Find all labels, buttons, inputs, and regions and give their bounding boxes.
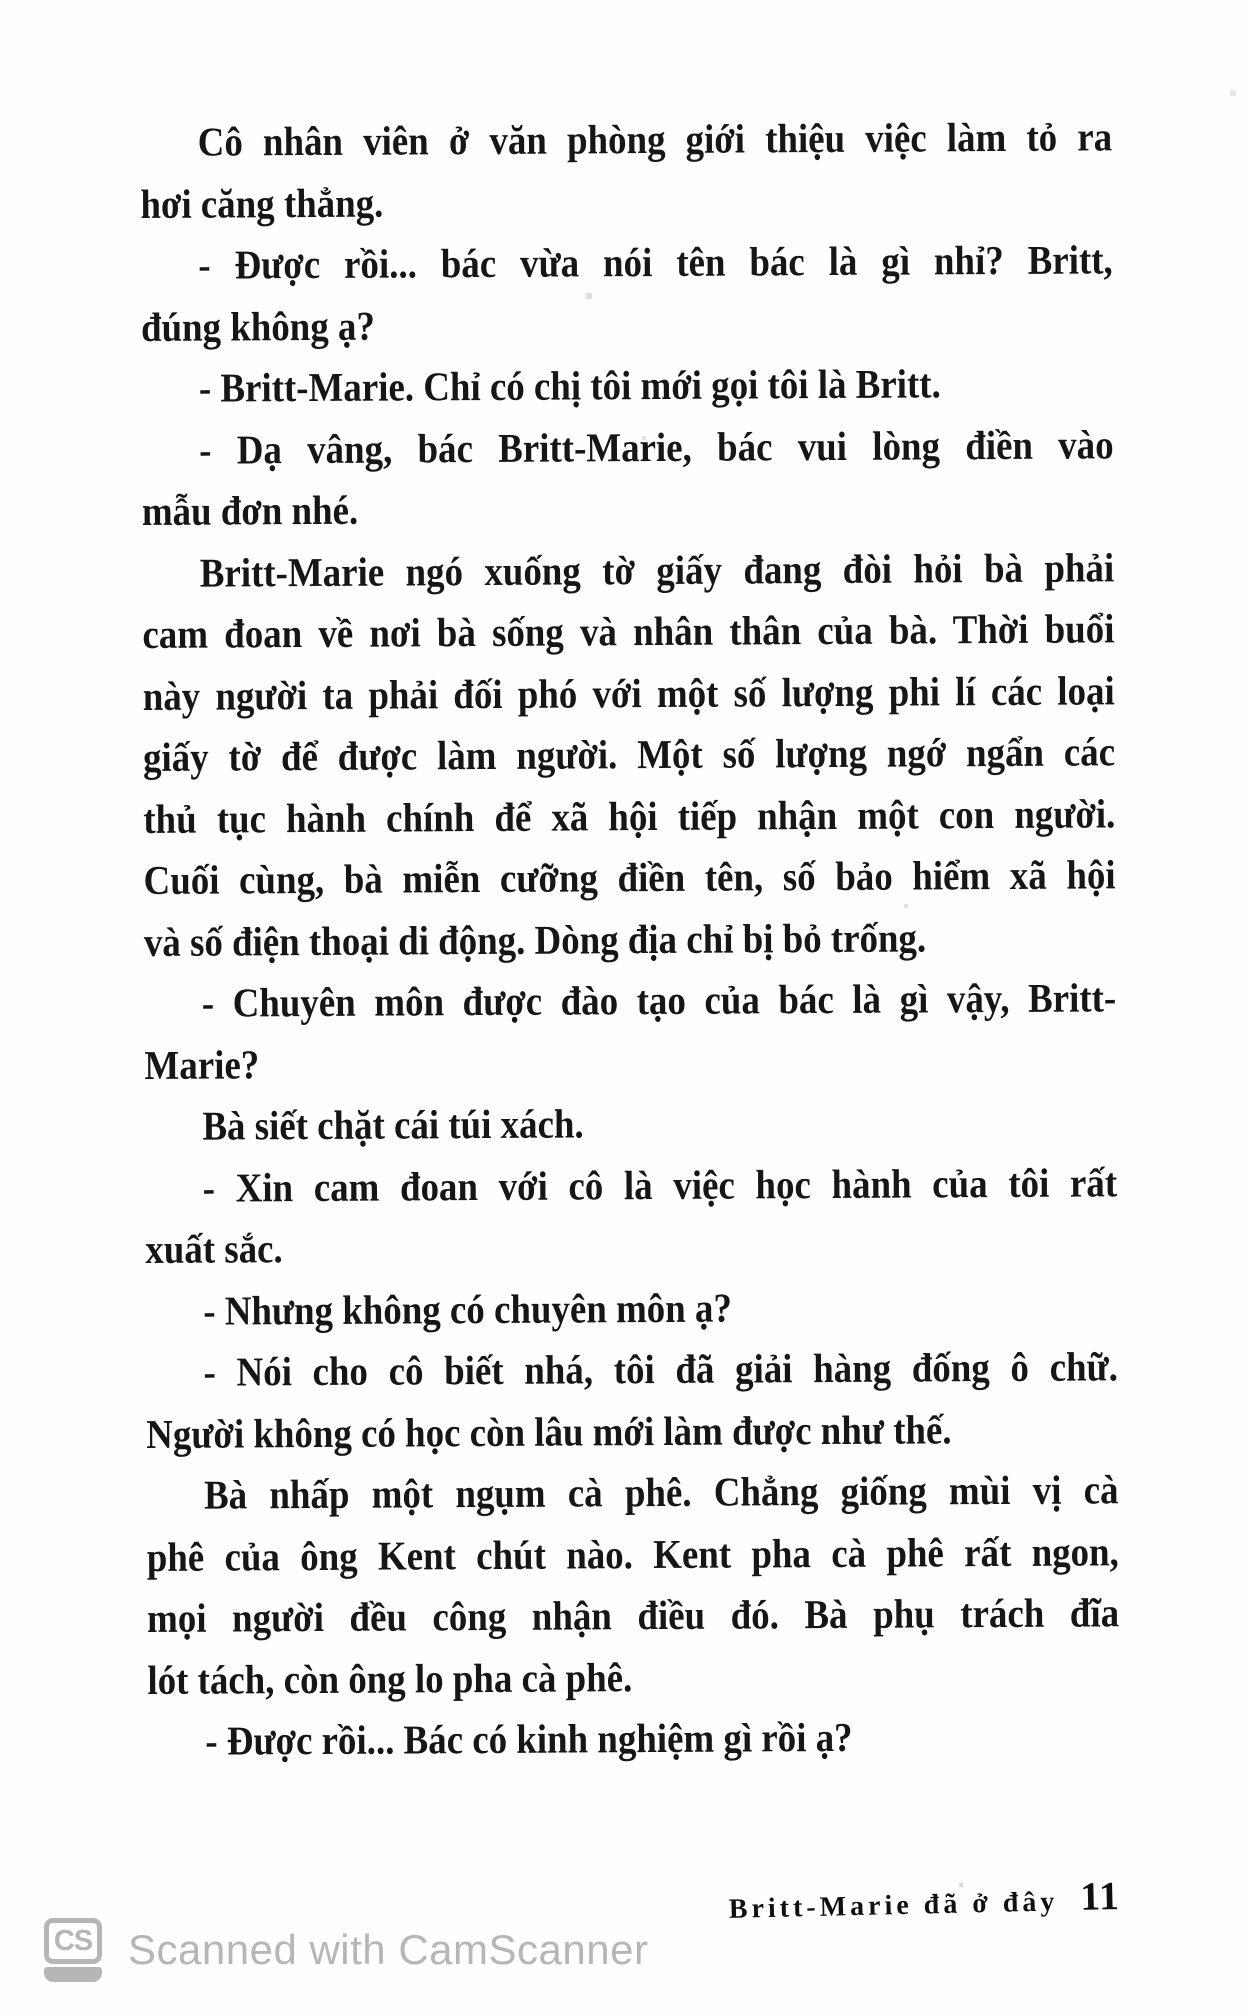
text-line: đúng không ạ? <box>140 302 375 350</box>
body-text <box>140 106 1120 1772</box>
text-line: - Nhưng không có chuyên môn ạ? <box>203 1284 732 1334</box>
text-line: cam đoan về nơi bà sống và nhân thân của bà. Thời buổi <box>142 605 1115 657</box>
text-line: Marie? <box>144 1040 260 1088</box>
text-line: - Xin cam đoan với cô là việc học hành của tôi rất <box>202 1158 1118 1211</box>
text-line: - Chuyên môn được đào tạo của bác là gì vậy, Britt- <box>201 974 1117 1026</box>
running-footer <box>660 1872 1121 1929</box>
text-line: Bà nhấp một ngụm cà phê. Chẳng giống mùi vị cà <box>204 1466 1119 1518</box>
text-line: Cuối cùng, bà miễn cưỡng điền tên, số bảo hiểm xã hội <box>143 851 1116 903</box>
text-line: Bà siết chặt cái túi xách. <box>202 1100 584 1149</box>
camscanner-icon-bar <box>44 1967 102 1982</box>
text-line: giấy tờ để được làm người. Một số lượng ngớ ngẩn các <box>142 728 1116 780</box>
text-line: này người ta phải đối phó với một số lượng phi lí các loại <box>142 666 1115 719</box>
text-line: mẫu đơn nhé. <box>141 486 359 534</box>
text-line: - Nói cho cô biết nhá, tôi đã giải hàng đống ô chữ. <box>203 1343 1119 1395</box>
text-line: thủ tục hành chính để xã hội tiếp nhận một con người. <box>143 789 1116 842</box>
text-line: Cô nhân viên ở văn phòng giới thiệu việc làm tỏ ra <box>197 113 1113 165</box>
text-line: và số điện thoại di động. Dòng địa chỉ bị bỏ trống. <box>143 913 927 965</box>
book-title: Britt-Marie đã ở đây <box>728 1886 1059 1925</box>
page-number: 11 <box>1079 1873 1121 1919</box>
scan-noise <box>0 0 2 2</box>
text-line: - Britt-Marie. Chỉ có chị tôi mới gọi tôi là Britt. <box>198 360 941 411</box>
text-line: Người không có học còn lâu mới làm được như thế. <box>146 1405 952 1457</box>
text-line: phê của ông Kent chút nào. Kent pha cà phê rất ngon, <box>146 1527 1119 1580</box>
camscanner-icon <box>44 1918 102 1982</box>
text-line: - Dạ vâng, bác Britt-Marie, bác vui lòng điền vào <box>199 420 1114 473</box>
text-line: hơi căng thẳng. <box>140 179 384 227</box>
text-line: Britt-Marie ngó xuống tờ giấy đang đòi hỏi bà phải <box>199 543 1115 596</box>
camscanner-icon-label: CS <box>44 1918 102 1964</box>
text-line: mọi người đều công nhận điều đó. Bà phụ trách đĩa <box>146 1589 1120 1641</box>
text-line: - Được rồi... bác vừa nói tên bác là gì nhỉ? Britt, <box>198 236 1113 288</box>
watermark-text: Scanned with CamScanner <box>128 1926 649 1973</box>
text-line: xuất sắc. <box>145 1225 283 1272</box>
camscanner-watermark <box>44 1918 648 1982</box>
text-line: - Được rồi... Bác có kinh nghiệm gì rồi ạ? <box>205 1713 853 1764</box>
text-line: lót tách, còn ông lo pha cà phê. <box>147 1653 633 1703</box>
